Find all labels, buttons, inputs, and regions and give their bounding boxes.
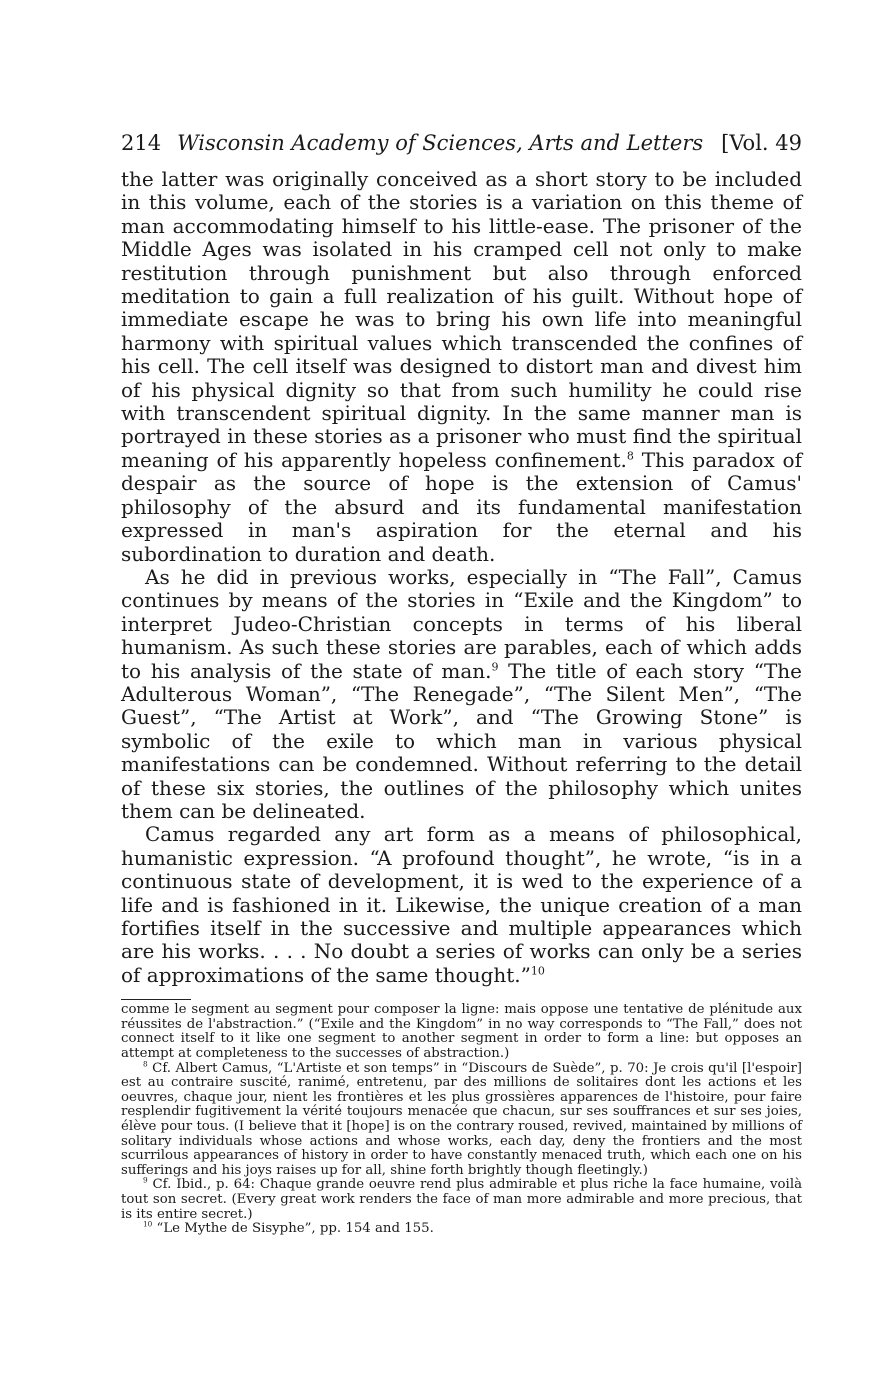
footnote-ref-8: 8 (626, 449, 634, 463)
paragraph-1-text-a: the latter was originally conceived as a short story to be included in this volume, each of the stories is a variation on this theme of man accommodating himself to his little-ease. The prisoner of the Middle Ages was isolated in his cramped cell not only to make restitution through punishment but also through enforced meditation to gain a full realization of his guilt. Without hope of immediate escape he was to bring his own life into meaningful harmony with spiritual values which transcended the confines of his cell. The cell itself was designed to distort man and divest him of his physical dignity so that from such humility he could rise with transcendent spiritual dignity. In the same manner man is portrayed in these stories as a prisoner who must find the spiritual meaning of his apparently hopeless confinement. (121, 167, 802, 472)
footnote-ref-10: 10 (530, 964, 545, 978)
footnote-10 (121, 1219, 802, 1237)
paragraph-1-text-b: This paradox of despair as the source of hope is the extension of Camus' philosophy of the absurd and its fundamental manifestation expressed in man's aspiration for the eternal and his subordination to duration and death. (121, 447, 803, 566)
footnote-10-text: “Le Mythe de Sisyphe”, pp. 154 and 155. (152, 1221, 434, 1237)
footnote-10-number: 10 (143, 1219, 153, 1229)
body-text (121, 168, 802, 987)
page (121, 128, 802, 1237)
paragraph-3 (121, 823, 802, 987)
journal-title: Wisconsin Academy of Sciences, Arts and Letters (177, 131, 704, 155)
footnote-9 (121, 1175, 802, 1222)
footnote-8-number: 8 (143, 1059, 148, 1069)
paragraph-1 (121, 168, 802, 566)
footnote-9-text: Cf. Ibid., p. 64: Chaque grande oeuvre rend plus admirable et plus riche la face humaine, voilà tout son secret. (Every great work renders the face of man more admirable and more precious, that is its entire secret.) (121, 1177, 802, 1222)
volume-label: [Vol. 49 (721, 131, 802, 155)
paragraph-3-text-a: Camus regarded any art form as a means of philosophical, humanistic expression. “A profound thought”, he wrote, “is in a continuous state of development, it is wed to the experience of a life and is fashioned in it. Likewise, the unique creation of a man fortifies itself in the successive and multiple appearances which are his works. . . . No doubt a series of works can only be a series of approximations of the same thought.” (121, 822, 802, 987)
footnote-divider (121, 999, 191, 1000)
paragraph-2-text-a: As he did in previous works, especially in “The Fall”, Camus continues by means of the stories in “Exile and the Kingdom” to interpret Judeo-Christian concepts in terms of his liberal humanism. As such these stories are parables, each of which adds to his analysis of the state of man. (121, 564, 802, 683)
footnote-continuation: comme le segment au segment pour composer la ligne: mais oppose une tentative de plénitude aux réussites de l'abstraction.” (“Exile and the Kingdom” in no way corresponds to “The Fall,” does not connect itself to it like one segment to another segment in order to form a line: but opposes an attempt at completeness to the successes of abstraction.) (121, 1002, 802, 1061)
paragraph-2 (121, 566, 802, 823)
page-number: 214 (121, 131, 162, 155)
footnote-8-text: Cf. Albert Camus, “L'Artiste et son temps” in “Discours de Suède”, p. 70: Je crois qu'il [l'espoir] est au contraire suscité, ranimé, entretenu, par des millions de solitaires dont les actions et les oeuvres, chaque jour, nient les frontières et les plus grossières apparences de l'histoire, pour faire resplendir fugitivement la vérité toujours menacée que chacun, sur ses souffrances et sur ses joies, élève pour tous. (I believe that it [hope] is on the contrary roused, revived, maintained by millions of solitary individuals whose actions and whose works, each day, deny the frontiers and the most scurrilous appearances of history in order to have constantly menaced truth, which each one on his sufferings and his joys raises up for all, shine forth brightly though fleetingly.) (121, 1060, 802, 1178)
footnotes (121, 1003, 802, 1237)
paragraph-2-text-b: The title of each story “The Adulterous Woman”, “The Renegade”, “The Silent Men”, “The Guest”, “The Artist at Work”, and “The Growing Stone” is symbolic of the exile to which man in various physical manifestations can be condemned. Without referring to the detail of these six stories, the outlines of the philosophy which unites them can be delineated. (121, 658, 802, 823)
footnote-8 (121, 1059, 802, 1179)
running-header (121, 128, 802, 158)
footnote-9-number: 9 (143, 1175, 148, 1185)
footnote-ref-9: 9 (491, 659, 499, 673)
